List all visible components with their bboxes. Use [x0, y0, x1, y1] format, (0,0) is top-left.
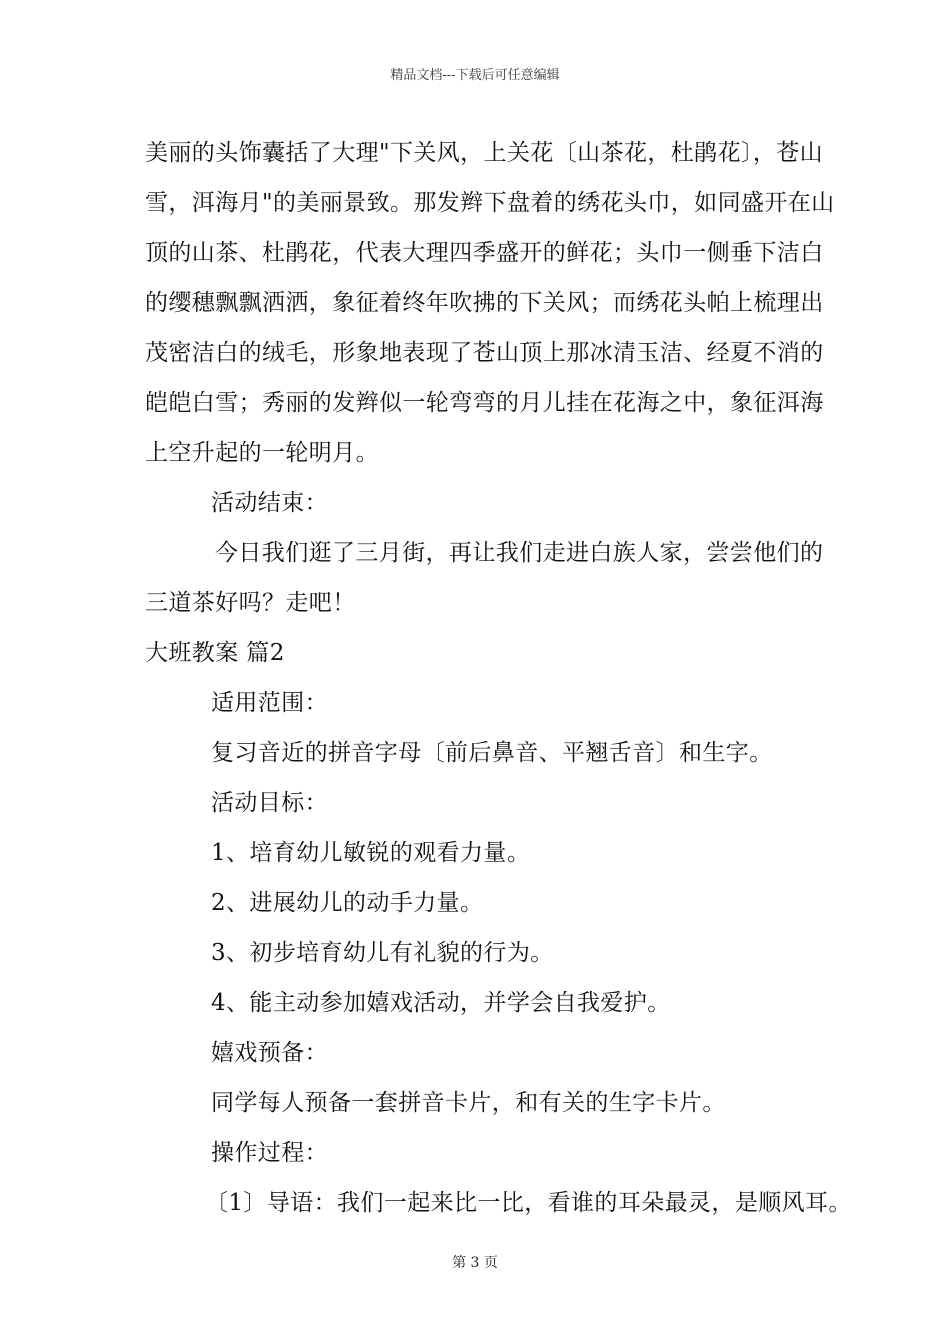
paragraph-line: 顶的山茶、杜鹃花，代表大理四季盛开的鲜花；头巾一侧垂下洁白 — [145, 240, 824, 266]
paragraph-line: 今日我们逛了三月街，再让我们走进白族人家，尝尝他们的 — [215, 540, 824, 566]
section-heading: 适用范围： — [211, 690, 328, 716]
section-heading: 活动结束： — [211, 490, 328, 516]
chapter-title: 大班教案 篇2 — [145, 640, 285, 666]
paragraph-line: 上空升起的一轮明月。 — [145, 440, 379, 466]
list-item: 2、进展幼儿的动手力量。 — [211, 890, 484, 916]
paragraph-line: 〔1〕导语：我们一起来比一比，看谁的耳朵最灵，是顺风耳。 — [205, 1190, 852, 1216]
paragraph-line: 同学每人预备一套拼音卡片，和有关的生字卡片。 — [211, 1090, 726, 1116]
section-heading: 嬉戏预备： — [211, 1040, 328, 1066]
paragraph-line: 复习音近的拼音字母〔前后鼻音、平翘舌音〕和生字。 — [211, 740, 773, 766]
paragraph-line: 雪，洱海月"的美丽景致。那发辫下盘着的绣花头巾，如同盛开在山 — [145, 190, 835, 216]
page-header: 精品文档---下载后可任意编辑 — [390, 68, 560, 83]
paragraph-line: 的缨穗飘飘洒洒，象征着终年吹拂的下关风；而绣花头帕上梳理出 — [145, 290, 824, 316]
list-item: 4、能主动参加嬉戏活动，并学会自我爱护。 — [211, 990, 671, 1016]
page-number: 第 3 页 — [452, 1255, 498, 1271]
paragraph-line: 三道茶好吗？走吧！ — [145, 590, 356, 616]
section-heading: 活动目标： — [211, 790, 328, 816]
list-item: 1、培育幼儿敏锐的观看力量。 — [211, 840, 531, 866]
paragraph-line: 茂密洁白的绒毛，形象地表现了苍山顶上那冰清玉洁、经夏不消的 — [145, 340, 824, 366]
paragraph-line: 美丽的头饰囊括了大理"下关风，上关花〔山茶花，杜鹃花〕，苍山 — [145, 140, 824, 166]
paragraph-line: 皑皑白雪；秀丽的发辫似一轮弯弯的月儿挂在花海之中，象征洱海 — [145, 390, 824, 416]
section-heading: 操作过程： — [211, 1140, 328, 1166]
list-item: 3、初步培育幼儿有礼貌的行为。 — [211, 940, 554, 966]
